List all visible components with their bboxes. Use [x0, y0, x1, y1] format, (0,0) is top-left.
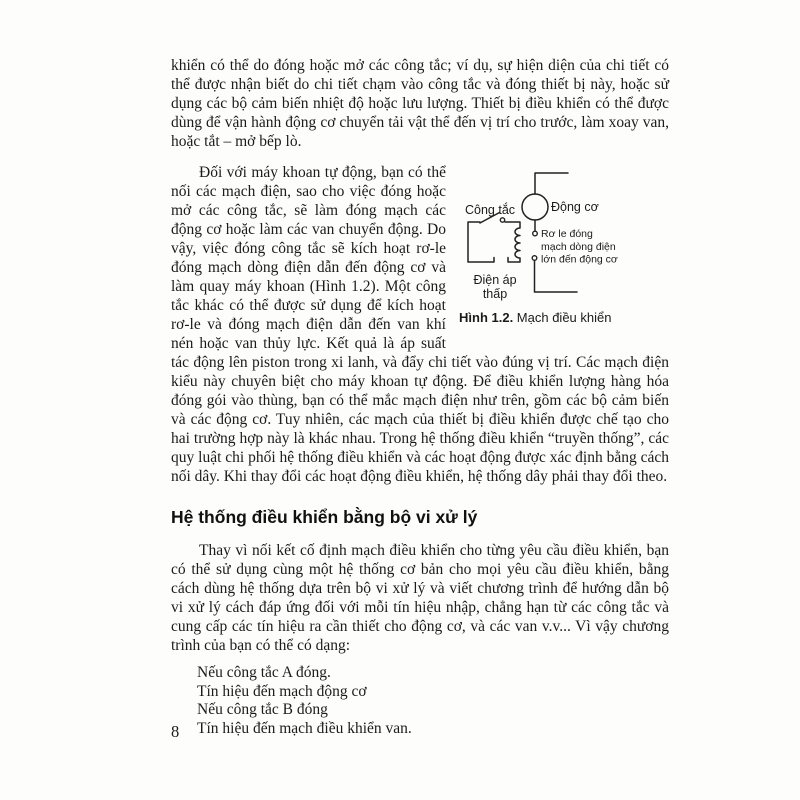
- relay-contact-upper-dot: [533, 231, 538, 236]
- figure-label-relay-2: mạch dòng điện: [541, 241, 616, 253]
- pseudocode-line-2: Tín hiệu đến mạch động cơ: [197, 682, 367, 700]
- figure-label-motor: Động cơ: [551, 200, 599, 214]
- pseudocode-line-4: Tín hiệu đến mạch điều khiển van.: [197, 719, 412, 737]
- pseudocode-line-1: Nếu công tắc A đóng.: [197, 664, 331, 681]
- figure-label-relay-3: lớn đến động cơ: [541, 253, 618, 266]
- figure-caption-title: Mạch điều khiển: [513, 310, 612, 325]
- section-heading: Hệ thống điều khiển bằng bộ vi xử lý: [171, 507, 478, 527]
- relay-contact-lower-dot: [532, 256, 537, 261]
- circuit-diagram: [454, 165, 669, 307]
- figure-label-switch: Công tắc: [465, 203, 516, 217]
- switch-terminal-dot: [500, 218, 504, 222]
- paragraph-1: khiển có thể do đóng hoặc mở các công tắc; ví dụ, sự hiện diện của chi tiết có thể được nhận biết do chi tiết chạm vào công tắc và đóng thiết bị này, hoặc sử dụng các bộ cảm biến nhiệt độ hoặc lưu lượng. Thiết bị điều khiển có thể được dùng để vận hành động cơ chuyển tải vật thể đến vị trí cho trước, làm xoay van, hoặc tắt – mở bếp lò.: [171, 57, 669, 150]
- figure-label-voltage-2: thấp: [482, 287, 508, 301]
- pseudocode-line-3: Nếu công tắc B đóng: [197, 701, 328, 718]
- figure-caption: [454, 310, 669, 325]
- relay-coil: [505, 222, 520, 262]
- motor-circle-symbol: [522, 194, 548, 220]
- page-number: 8: [171, 722, 180, 741]
- low-voltage-loop: [468, 222, 494, 262]
- motor-supply-wire-top: [535, 173, 568, 194]
- text-column: [171, 56, 669, 738]
- paragraph-3: Thay vì nối kết cố định mạch điều khiển cho từng yêu cầu điều khiển, bạn có thể sử dụng cùng một hệ thống cơ bản cho mọi yêu cầu điều khiển, bằng cách dùng hệ thống dựa trên bộ vi xử lý và viết chương trình để hướng dẫn bộ vi xử lý cách đáp ứng đối với mỗi tín hiệu nhập, chẳng hạn từ các công tắc và cung cấp các tín hiệu ra cần thiết cho động cơ, và các van v.v... Vì vậy chương trình của bạn có thể có dạng:: [171, 542, 669, 654]
- figure-label-relay-1: Rơ le đóng: [541, 228, 593, 240]
- figure-label-voltage-1: Điện áp: [473, 273, 517, 287]
- figure-1-2: [454, 165, 669, 325]
- pseudocode-block: [197, 664, 669, 738]
- figure-caption-number: Hình 1.2.: [459, 310, 514, 325]
- paragraph-2: Đối với máy khoan tự động, bạn có thể nối các mạch điện, sao cho việc đóng hoặc mở các công tắc, sẽ làm đóng mạch các động cơ hoặc làm các van chuyển động. Do vậy, việc đóng công tắc sẽ kích hoạt rơ-le đóng mạch dòng điện dẫn đến động cơ và làm quay máy khoan (Hình 1.2). Một công tắc khác có thể được sử dụng để kích hoạt rơ-le và đóng mạch điện dẫn đến van khí nén hoặc van thủy lực. Kết quả là áp suất tác động lên piston trong xi lanh, và đẩy chi tiết vào đúng vị trí. Các mạch điện kiểu này chuyên biệt cho máy khoan tự động. Để điều khiển lượng hàng hóa đóng gói vào thùng, bạn có thể mắc mạch điện như trên, gồm các bộ cảm biến và các động cơ. Tuy nhiên, các mạch của thiết bị điều khiển được chế tạo cho hai trường hợp này là khác nhau. Trong hệ thống điều khiển “truyền thống”, các quy luật chi phối hệ thống điều khiển và các hoạt động được xác định bằng cách nối dây. Khi thay đổi các hoạt động điều khiển, hệ thống dây phải thay đổi theo.: [171, 164, 669, 485]
